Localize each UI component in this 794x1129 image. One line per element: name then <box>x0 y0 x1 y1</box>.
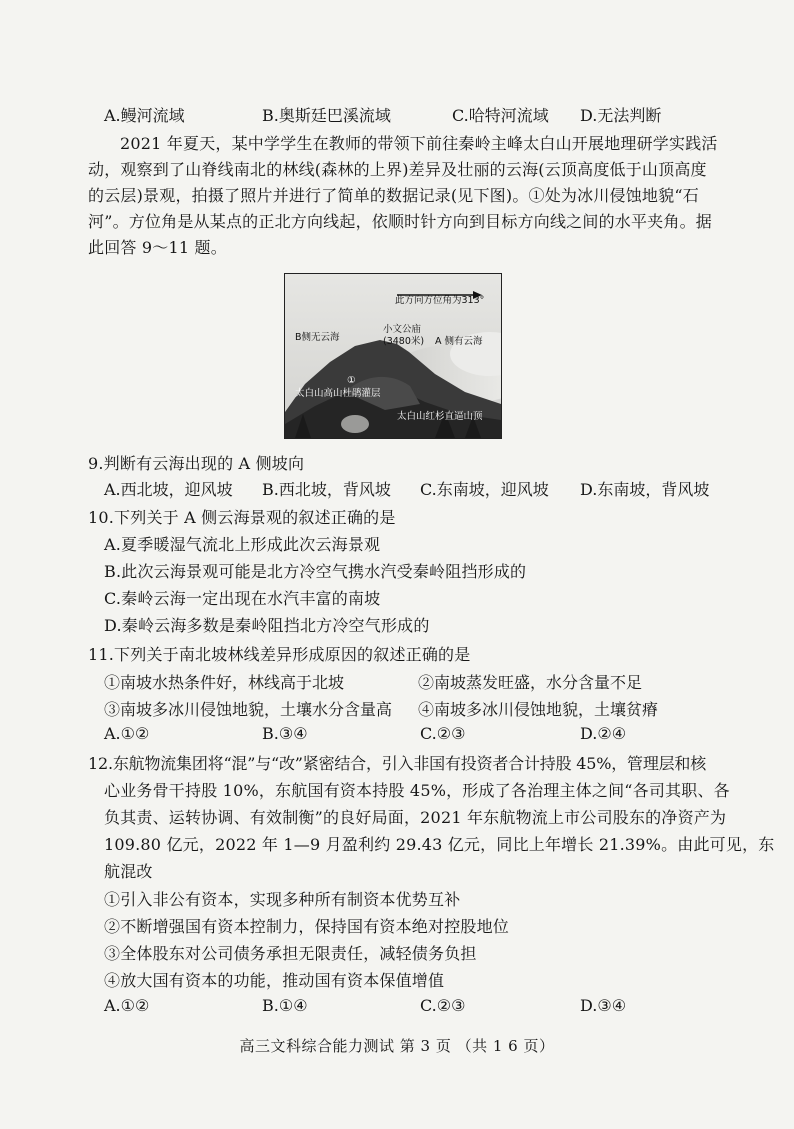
q12-option-c: C.②③ <box>420 996 466 1015</box>
q12-option-a: A.①② <box>104 996 150 1015</box>
prev-question-option-c: C.哈特河流域 <box>452 106 549 125</box>
a-side-label: A 侧有云海 <box>435 336 483 347</box>
temple-name-label: 小文公庙 <box>383 324 422 335</box>
q12-option-b: B.①④ <box>262 996 308 1015</box>
q10-option-c: C.秦岭云海一定出现在水汽丰富的南坡 <box>104 589 381 608</box>
taibai-mountain-photo <box>284 273 502 439</box>
q12-option-d: D.③④ <box>580 996 627 1015</box>
q12-statement-1: ①引入非公有资本，实现多种所有制资本优势互补 <box>104 890 461 909</box>
q11-option-b: B.③④ <box>262 724 308 743</box>
q11-option-c: C.②③ <box>420 724 466 743</box>
rhododendron-label: 太白山高山杜鹃灌层 <box>295 388 381 399</box>
prev-question-option-a: A.鳗河流域 <box>104 106 185 125</box>
q11-statement-1: ①南坡水热条件好，林线高于北坡 <box>104 673 345 692</box>
fir-label: 太白山红杉直逼山顶 <box>397 411 483 422</box>
prev-question-option-d: D.无法判断 <box>580 106 662 125</box>
q9-option-d: D.东南坡，背风坡 <box>580 480 710 499</box>
q12-stem-line-5: 航混改 <box>104 862 153 881</box>
intro-line-1: 2021 年夏天，某中学学生在教师的带领下前往秦岭主峰太白山开展地理研学实践活 <box>120 134 718 153</box>
q10-option-b: B.此次云海景观可能是北方冷空气携水汽受秦岭阻挡形成的 <box>104 562 527 581</box>
q11-option-a: A.①② <box>104 724 150 743</box>
q12-statement-2: ②不断增强国有资本控制力，保持国有资本绝对控股地位 <box>104 917 510 936</box>
q12-stem-line-1: 12.东航物流集团将“混”与“改”紧密结合，引入非国有投资者合计持股 45%，管理层和核 <box>88 754 707 773</box>
q11-statement-3: ③南坡多冰川侵蚀地貌，土壤水分含量高 <box>104 700 393 719</box>
intro-line-5: 此回答 9～11 题。 <box>88 238 227 257</box>
temple-altitude-label: (3480米) <box>383 336 425 347</box>
q11-stem: 11.下列关于南北坡林线差异形成原因的叙述正确的是 <box>88 645 471 664</box>
azimuth-label: 此方向方位角为313° <box>395 295 485 306</box>
q12-statement-3: ③全体股东对公司债务承担无限责任，减轻债务负担 <box>104 944 477 963</box>
q10-option-a: A.夏季暖湿气流北上形成此次云海景观 <box>104 535 381 554</box>
q12-stem-line-2: 心业务骨干持股 10%，东航国有资本持股 45%，形成了各治理主体之间“各司其职、各 <box>104 781 730 800</box>
q9-option-a: A.西北坡，迎风坡 <box>104 480 233 499</box>
intro-line-4: 河”。方位角是从某点的正北方向线起，依顺时针方向到目标方向线之间的水平夹角。据 <box>88 212 712 231</box>
prev-question-option-b: B.奥斯廷巴溪流域 <box>262 106 391 125</box>
b-side-label: B侧无云海 <box>295 332 340 343</box>
q10-stem: 10.下列关于 A 侧云海景观的叙述正确的是 <box>88 508 396 527</box>
intro-line-2: 动，观察到了山脊线南北的林线(森林的上界)差异及壮丽的云海(云顶高度低于山顶高度 <box>88 160 707 179</box>
q11-statement-4: ④南坡多冰川侵蚀地貌，土壤贫瘠 <box>418 700 659 719</box>
stone-river-marker: ① <box>347 375 356 386</box>
q11-option-d: D.②④ <box>580 724 627 743</box>
q9-option-b: B.西北坡，背风坡 <box>262 480 391 499</box>
q11-statement-2: ②南坡蒸发旺盛，水分含量不足 <box>418 673 643 692</box>
q12-statement-4: ④放大国有资本的功能，推动国有资本保值增值 <box>104 971 445 990</box>
q10-option-d: D.秦岭云海多数是秦岭阻挡北方冷空气形成的 <box>104 616 430 635</box>
q12-stem-line-4: 109.80 亿元，2022 年 1—9 月盈利约 29.43 亿元，同比上年增长 21.39%。由此可见，东 <box>104 835 775 854</box>
q9-option-c: C.东南坡，迎风坡 <box>420 480 549 499</box>
page-footer: 高三文科综合能力测试 第 3 页 （共 1 6 页） <box>239 1037 555 1055</box>
q9-stem: 9.判断有云海出现的 A 侧坡向 <box>88 454 305 473</box>
q12-stem-line-3: 负其责、运转协调、有效制衡”的良好局面，2021 年东航物流上市公司股东的净资产为 <box>104 808 727 827</box>
intro-line-3: 的云层)景观，拍摄了照片并进行了简单的数据记录(见下图)。①处为冰川侵蚀地貌“石 <box>88 186 699 205</box>
